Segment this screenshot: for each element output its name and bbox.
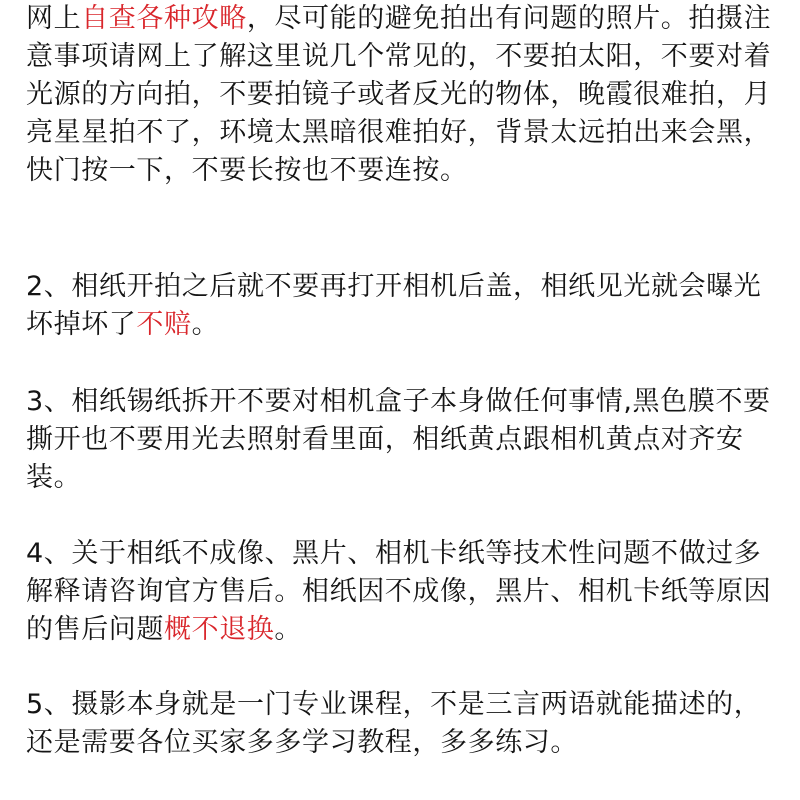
highlight-no-returns: 概不退换 bbox=[164, 614, 275, 645]
paragraph-item-2 bbox=[26, 268, 778, 344]
highlight-no-compensation: 不赔 bbox=[136, 309, 192, 340]
paragraph-text: ，尽可能的避免拍出有问题的照片。拍摄注意事项请网上了解这里说几个常见的，不要拍太阳，不要对着光源的方向拍，不要拍镜子或者反光的物体，晚霞很难拍，月亮星星拍不了，环境太黑暗很难拍好，背景太远拍出来会黑，快门按一下，不要长按也不要连按。 bbox=[26, 3, 772, 186]
paragraph-item-5 bbox=[26, 686, 778, 762]
paragraph-text: 。 bbox=[191, 309, 220, 340]
paragraph-shooting-tips bbox=[26, 0, 778, 190]
paragraph-text: 4、关于相纸不成像、黑片、相机卡纸等技术性问题不做过多解释请咨询官方售后。相纸因不成像，黑片、相机卡纸等原因的售后问题 bbox=[26, 538, 772, 645]
paragraph-item-3 bbox=[26, 383, 778, 497]
highlight-self-check-guides: 自查各种攻略 bbox=[81, 3, 247, 34]
paragraph-item-4 bbox=[26, 535, 778, 649]
paragraph-text: 5、摄影本身就是一门专业课程，不是三言两语就能描述的，还是需要各位买家多多学习教程，多多练习。 bbox=[26, 689, 762, 758]
paragraph-text: 。 bbox=[274, 614, 303, 645]
paragraph-text: 3、相纸锡纸拆开不要对相机盒子本身做任何事情,黑色膜不要撕开也不要用光去照射看里面，相纸黄点跟相机黄点对齐安装。 bbox=[26, 386, 771, 493]
paragraph-text: 网上 bbox=[26, 3, 82, 34]
paragraph-text: 2、相纸开拍之后就不要再打开相机后盖，相纸见光就会曝光坏掉坏了 bbox=[26, 271, 762, 340]
